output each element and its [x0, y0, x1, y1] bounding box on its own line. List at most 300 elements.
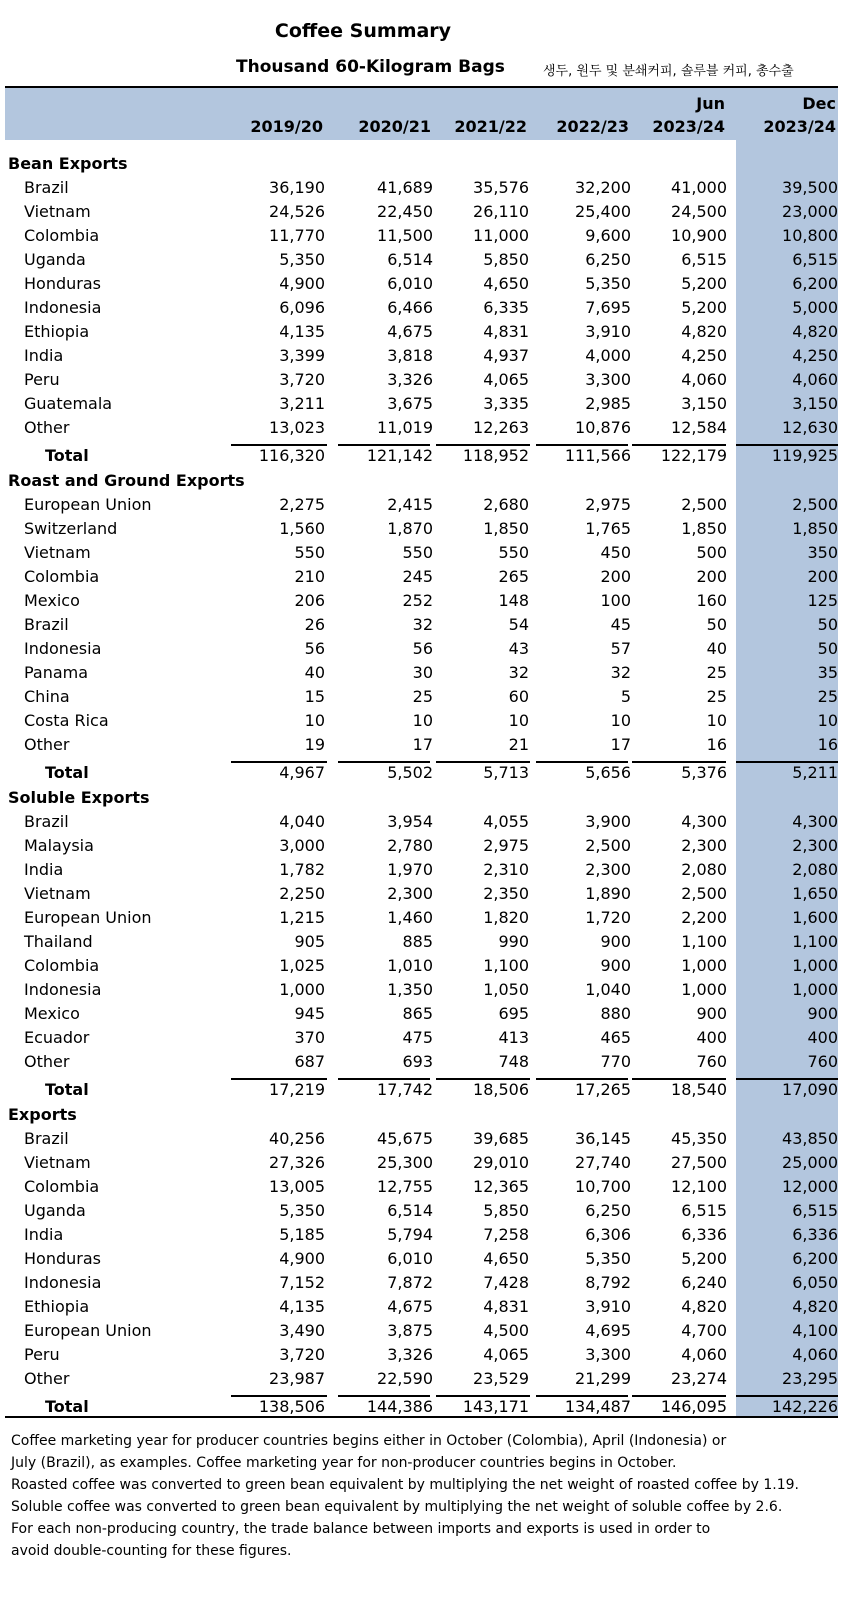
table-cell: 12,365 — [473, 1177, 529, 1196]
table-cell: 6,515 — [792, 1201, 838, 1220]
table-cell: 30 — [412, 663, 433, 682]
footnote-line: Roasted coffee was converted to green bean equivalent by multiplying the net weight of roasted coffee by 1.19. — [11, 1477, 799, 1493]
table-cell: 100 — [600, 591, 631, 610]
table-cell: 6,250 — [585, 1201, 631, 1220]
table-cell: 7,428 — [483, 1273, 529, 1292]
table-cell: 21,299 — [575, 1369, 631, 1388]
table-cell: 2,310 — [483, 860, 529, 879]
table-cell: 2,985 — [585, 394, 631, 413]
footnote-line: Coffee marketing year for producer countries begins either in October (Colombia), April (Indonesia) or — [11, 1433, 727, 1449]
table-cell: 4,060 — [792, 1345, 838, 1364]
table-cell: 500 — [696, 543, 727, 562]
table-cell: 2,500 — [792, 495, 838, 514]
table-cell: 56 — [304, 639, 325, 658]
table-cell: 3,399 — [279, 346, 325, 365]
table-cell: 10,700 — [575, 1177, 631, 1196]
table-cell: 10,900 — [671, 226, 727, 245]
table-cell: 3,150 — [792, 394, 838, 413]
table-cell: 6,050 — [792, 1273, 838, 1292]
table-cell: 1,100 — [792, 932, 838, 951]
table-cell: 15 — [304, 687, 325, 706]
table-cell: 23,987 — [269, 1369, 325, 1388]
table-cell: 6,240 — [681, 1273, 727, 1292]
table-cell: 23,274 — [671, 1369, 727, 1388]
table-cell: 4,831 — [483, 322, 529, 341]
table-cell: 4,900 — [279, 1249, 325, 1268]
footnote-line: avoid double-counting for these figures. — [11, 1543, 292, 1559]
table-cell: 17,219 — [269, 1080, 325, 1099]
table-row — [0, 1271, 861, 1295]
table-cell: 200 — [696, 567, 727, 586]
table-cell: 40,256 — [269, 1129, 325, 1148]
table-cell: 148 — [498, 591, 529, 610]
table-cell: 4,700 — [681, 1321, 727, 1340]
table-cell: 945 — [294, 1004, 325, 1023]
total-label: Total — [45, 446, 89, 465]
table-cell: 5,185 — [279, 1225, 325, 1244]
table-cell: 24,526 — [269, 202, 325, 221]
row-label: Ecuador — [24, 1028, 90, 1047]
section-header — [0, 469, 861, 493]
row-label: Indonesia — [24, 639, 102, 658]
table-cell: 1,000 — [681, 980, 727, 999]
row-label: Vietnam — [24, 202, 91, 221]
table-cell: 6,335 — [483, 298, 529, 317]
table-cell: 2,300 — [585, 860, 631, 879]
table-cell: 36,145 — [575, 1129, 631, 1148]
table-cell: 1,040 — [585, 980, 631, 999]
row-label: Brazil — [24, 812, 69, 831]
table-cell: 1,720 — [585, 908, 631, 927]
table-cell: 60 — [508, 687, 529, 706]
table-cell: 13,023 — [269, 418, 325, 437]
row-label: Thailand — [24, 932, 93, 951]
table-cell: 6,010 — [387, 274, 433, 293]
table-cell: 695 — [498, 1004, 529, 1023]
table-cell: 57 — [610, 639, 631, 658]
table-cell: 35,576 — [473, 178, 529, 197]
table-cell: 1,870 — [387, 519, 433, 538]
table-cell: 3,720 — [279, 370, 325, 389]
column-header-year: 2022/23 — [556, 117, 629, 136]
row-label: Other — [24, 1369, 70, 1388]
table-cell: 119,925 — [771, 446, 838, 465]
table-cell: 3,000 — [279, 836, 325, 855]
row-label: Ethiopia — [24, 1297, 90, 1316]
table-row — [0, 493, 861, 517]
table-cell: 550 — [294, 543, 325, 562]
table-row — [0, 176, 861, 200]
table-row — [0, 1295, 861, 1319]
table-cell: 6,336 — [681, 1225, 727, 1244]
table-cell: 2,275 — [279, 495, 325, 514]
table-cell: 50 — [817, 639, 838, 658]
table-cell: 17,090 — [782, 1080, 838, 1099]
table-cell: 13,005 — [269, 1177, 325, 1196]
table-cell: 6,515 — [681, 250, 727, 269]
table-cell: 11,500 — [377, 226, 433, 245]
table-cell: 450 — [600, 543, 631, 562]
table-cell: 2,680 — [483, 495, 529, 514]
section-header — [0, 1103, 861, 1127]
table-cell: 1,765 — [585, 519, 631, 538]
row-label: India — [24, 346, 64, 365]
table-cell: 43 — [508, 639, 529, 658]
table-bottom-rule — [5, 1416, 838, 1418]
section-title: Soluble Exports — [8, 788, 150, 807]
row-label: Colombia — [24, 226, 100, 245]
table-cell: 4,250 — [681, 346, 727, 365]
table-row — [0, 810, 861, 834]
table-row — [0, 200, 861, 224]
table-cell: 2,250 — [279, 884, 325, 903]
table-cell: 865 — [402, 1004, 433, 1023]
table-cell: 4,250 — [792, 346, 838, 365]
table-row — [0, 1199, 861, 1223]
table-cell: 4,040 — [279, 812, 325, 831]
table-row — [0, 1223, 861, 1247]
table-row — [0, 906, 861, 930]
table-row — [0, 709, 861, 733]
table-cell: 1,000 — [792, 956, 838, 975]
table-cell: 3,875 — [387, 1321, 433, 1340]
row-label: Colombia — [24, 567, 100, 586]
table-cell: 11,770 — [269, 226, 325, 245]
table-cell: 5,200 — [681, 298, 727, 317]
table-cell: 4,967 — [279, 763, 325, 782]
table-cell: 4,000 — [585, 346, 631, 365]
table-cell: 2,300 — [792, 836, 838, 855]
table-cell: 17,742 — [377, 1080, 433, 1099]
row-label: European Union — [24, 495, 152, 514]
table-cell: 2,975 — [483, 836, 529, 855]
table-cell: 3,326 — [387, 370, 433, 389]
table-cell: 18,506 — [473, 1080, 529, 1099]
table-cell: 4,100 — [792, 1321, 838, 1340]
table-cell: 2,780 — [387, 836, 433, 855]
table-cell: 1,025 — [279, 956, 325, 975]
table-cell: 10 — [610, 711, 631, 730]
table-row — [0, 565, 861, 589]
row-label: Vietnam — [24, 1153, 91, 1172]
column-header-year: 2023/24 — [652, 117, 725, 136]
table-cell: 19 — [304, 735, 325, 754]
table-cell: 23,000 — [782, 202, 838, 221]
table-cell: 17 — [610, 735, 631, 754]
table-cell: 2,500 — [681, 884, 727, 903]
table-cell: 22,450 — [377, 202, 433, 221]
row-label: Peru — [24, 370, 60, 389]
table-cell: 4,300 — [792, 812, 838, 831]
table-cell: 687 — [294, 1052, 325, 1071]
table-cell: 2,200 — [681, 908, 727, 927]
total-row — [0, 444, 861, 468]
table-row — [0, 1050, 861, 1074]
table-cell: 4,937 — [483, 346, 529, 365]
table-cell: 41,000 — [671, 178, 727, 197]
row-label: Honduras — [24, 274, 101, 293]
table-cell: 24,500 — [671, 202, 727, 221]
table-cell: 475 — [402, 1028, 433, 1047]
total-label: Total — [45, 1397, 89, 1416]
table-row — [0, 954, 861, 978]
section-header — [0, 152, 861, 176]
table-cell: 32 — [610, 663, 631, 682]
table-cell: 121,142 — [366, 446, 433, 465]
table-cell: 400 — [696, 1028, 727, 1047]
table-cell: 39,500 — [782, 178, 838, 197]
table-cell: 3,818 — [387, 346, 433, 365]
table-row — [0, 392, 861, 416]
table-cell: 2,300 — [387, 884, 433, 903]
table-row — [0, 1127, 861, 1151]
table-cell: 3,954 — [387, 812, 433, 831]
table-cell: 693 — [402, 1052, 433, 1071]
table-cell: 7,152 — [279, 1273, 325, 1292]
table-cell: 3,910 — [585, 322, 631, 341]
table-cell: 6,515 — [792, 250, 838, 269]
table-row — [0, 517, 861, 541]
table-cell: 2,975 — [585, 495, 631, 514]
section-title: Roast and Ground Exports — [8, 471, 245, 490]
table-cell: 5,350 — [585, 1249, 631, 1268]
table-cell: 245 — [402, 567, 433, 586]
table-row — [0, 685, 861, 709]
table-cell: 32 — [508, 663, 529, 682]
table-cell: 6,514 — [387, 1201, 433, 1220]
table-cell: 265 — [498, 567, 529, 586]
column-header-top: Jun — [696, 94, 725, 113]
table-cell: 122,179 — [660, 446, 727, 465]
table-cell: 1,650 — [792, 884, 838, 903]
row-label: Other — [24, 735, 70, 754]
table-cell: 1,350 — [387, 980, 433, 999]
table-cell: 10 — [304, 711, 325, 730]
table-cell: 4,695 — [585, 1321, 631, 1340]
table-row — [0, 930, 861, 954]
table-cell: 770 — [600, 1052, 631, 1071]
table-row — [0, 589, 861, 613]
table-cell: 5,350 — [279, 250, 325, 269]
table-cell: 10,800 — [782, 226, 838, 245]
table-cell: 6,336 — [792, 1225, 838, 1244]
table-cell: 210 — [294, 567, 325, 586]
table-cell: 465 — [600, 1028, 631, 1047]
table-cell: 6,250 — [585, 250, 631, 269]
table-cell: 1,215 — [279, 908, 325, 927]
table-row — [0, 541, 861, 565]
table-row — [0, 1151, 861, 1175]
table-row — [0, 248, 861, 272]
table-cell: 142,226 — [771, 1397, 838, 1416]
table-cell: 1,100 — [681, 932, 727, 951]
row-label: Brazil — [24, 1129, 69, 1148]
table-cell: 1,890 — [585, 884, 631, 903]
column-header-year: 2021/22 — [454, 117, 527, 136]
table-cell: 12,584 — [671, 418, 727, 437]
table-cell: 5 — [620, 687, 631, 706]
table-cell: 5,200 — [681, 1249, 727, 1268]
table-cell: 4,820 — [681, 322, 727, 341]
table-cell: 3,335 — [483, 394, 529, 413]
table-cell: 206 — [294, 591, 325, 610]
table-cell: 880 — [600, 1004, 631, 1023]
row-label: Peru — [24, 1345, 60, 1364]
table-cell: 5,350 — [279, 1201, 325, 1220]
table-cell: 118,952 — [462, 446, 529, 465]
table-cell: 1,050 — [483, 980, 529, 999]
table-cell: 900 — [600, 932, 631, 951]
row-label: Guatemala — [24, 394, 113, 413]
table-cell: 12,630 — [782, 418, 838, 437]
table-cell: 905 — [294, 932, 325, 951]
table-cell: 10,876 — [575, 418, 631, 437]
table-cell: 144,386 — [366, 1397, 433, 1416]
table-cell: 1,560 — [279, 519, 325, 538]
table-cell: 748 — [498, 1052, 529, 1071]
table-cell: 3,490 — [279, 1321, 325, 1340]
table-cell: 134,487 — [564, 1397, 631, 1416]
table-cell: 2,350 — [483, 884, 529, 903]
row-label: Indonesia — [24, 298, 102, 317]
table-cell: 43,850 — [782, 1129, 838, 1148]
table-row — [0, 1247, 861, 1271]
table-cell: 1,000 — [792, 980, 838, 999]
table-cell: 6,200 — [792, 274, 838, 293]
table-cell: 10 — [508, 711, 529, 730]
table-cell: 370 — [294, 1028, 325, 1047]
table-row — [0, 613, 861, 637]
total-label: Total — [45, 1080, 89, 1099]
table-row — [0, 1026, 861, 1050]
table-cell: 4,135 — [279, 1297, 325, 1316]
table-cell: 1,782 — [279, 860, 325, 879]
table-cell: 25 — [817, 687, 838, 706]
table-cell: 2,080 — [681, 860, 727, 879]
row-label: Brazil — [24, 615, 69, 634]
row-label: Vietnam — [24, 884, 91, 903]
table-cell: 5,200 — [681, 274, 727, 293]
table-cell: 25 — [706, 663, 727, 682]
table-cell: 160 — [696, 591, 727, 610]
table-cell: 4,650 — [483, 274, 529, 293]
table-cell: 4,065 — [483, 370, 529, 389]
table-cell: 3,720 — [279, 1345, 325, 1364]
table-row — [0, 1002, 861, 1026]
table-cell: 116,320 — [258, 446, 325, 465]
table-cell: 4,065 — [483, 1345, 529, 1364]
table-cell: 6,466 — [387, 298, 433, 317]
row-label: Colombia — [24, 956, 100, 975]
table-cell: 3,211 — [279, 394, 325, 413]
table-cell: 18,540 — [671, 1080, 727, 1099]
table-cell: 25 — [412, 687, 433, 706]
table-cell: 3,150 — [681, 394, 727, 413]
footnote-line: For each non-producing country, the trade balance between imports and exports is used in order to — [11, 1521, 711, 1537]
table-row — [0, 1175, 861, 1199]
korean-note: 생두, 원두 및 분쇄커피, 솔루블 커피, 총수출 — [543, 64, 794, 79]
table-cell: 27,740 — [575, 1153, 631, 1172]
table-cell: 4,650 — [483, 1249, 529, 1268]
table-cell: 2,415 — [387, 495, 433, 514]
table-cell: 3,326 — [387, 1345, 433, 1364]
table-cell: 1,850 — [681, 519, 727, 538]
table-cell: 900 — [696, 1004, 727, 1023]
column-header-top: Dec — [802, 94, 836, 113]
row-label: European Union — [24, 908, 152, 927]
total-label: Total — [45, 763, 89, 782]
table-cell: 3,300 — [585, 1345, 631, 1364]
table-cell: 36,190 — [269, 178, 325, 197]
table-cell: 8,792 — [585, 1273, 631, 1292]
table-cell: 25 — [706, 687, 727, 706]
row-label: European Union — [24, 1321, 152, 1340]
table-cell: 40 — [304, 663, 325, 682]
table-cell: 5,376 — [681, 763, 727, 782]
table-cell: 5,211 — [792, 763, 838, 782]
total-row — [0, 761, 861, 785]
table-cell: 1,600 — [792, 908, 838, 927]
column-header-year: 2023/24 — [763, 117, 836, 136]
table-cell: 7,258 — [483, 1225, 529, 1244]
table-cell: 10 — [706, 711, 727, 730]
table-cell: 2,500 — [585, 836, 631, 855]
row-label: Uganda — [24, 250, 86, 269]
table-cell: 6,096 — [279, 298, 325, 317]
table-cell: 760 — [807, 1052, 838, 1071]
table-cell: 2,500 — [681, 495, 727, 514]
table-row — [0, 637, 861, 661]
table-cell: 11,000 — [473, 226, 529, 245]
table-cell: 17,265 — [575, 1080, 631, 1099]
row-label: Indonesia — [24, 980, 102, 999]
table-cell: 2,080 — [792, 860, 838, 879]
row-label: Switzerland — [24, 519, 118, 538]
table-cell: 4,060 — [681, 1345, 727, 1364]
table-cell: 2,300 — [681, 836, 727, 855]
table-row — [0, 368, 861, 392]
table-cell: 4,500 — [483, 1321, 529, 1340]
table-cell: 252 — [402, 591, 433, 610]
table-cell: 3,910 — [585, 1297, 631, 1316]
table-cell: 4,675 — [387, 322, 433, 341]
table-cell: 550 — [402, 543, 433, 562]
table-cell: 1,000 — [279, 980, 325, 999]
table-cell: 4,055 — [483, 812, 529, 831]
table-cell: 26 — [304, 615, 325, 634]
footnote-line: Soluble coffee was converted to green bean equivalent by multiplying the net weight of soluble coffee by 2.6. — [11, 1499, 783, 1515]
table-cell: 41,689 — [377, 178, 433, 197]
table-cell: 32,200 — [575, 178, 631, 197]
table-cell: 413 — [498, 1028, 529, 1047]
table-cell: 50 — [817, 615, 838, 634]
table-cell: 6,515 — [681, 1201, 727, 1220]
table-cell: 16 — [817, 735, 838, 754]
table-cell: 22,590 — [377, 1369, 433, 1388]
table-cell: 56 — [412, 639, 433, 658]
row-label: Other — [24, 1052, 70, 1071]
table-cell: 1,010 — [387, 956, 433, 975]
table-cell: 4,820 — [792, 1297, 838, 1316]
row-label: India — [24, 1225, 64, 1244]
table-cell: 4,060 — [681, 370, 727, 389]
row-label: India — [24, 860, 64, 879]
footnotes — [11, 1430, 851, 1562]
table-cell: 10 — [412, 711, 433, 730]
table-cell: 900 — [600, 956, 631, 975]
row-label: Honduras — [24, 1249, 101, 1268]
table-cell: 900 — [807, 1004, 838, 1023]
